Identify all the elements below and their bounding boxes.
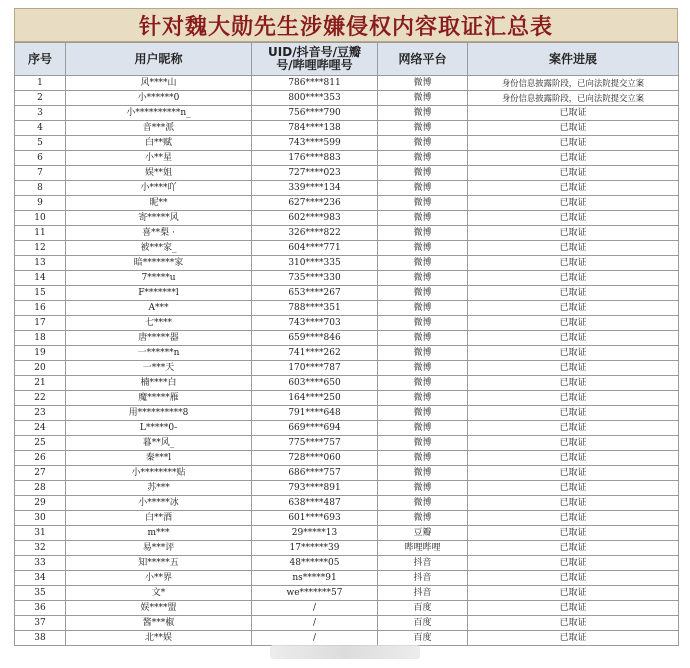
cell-nickname: 一******n [66,346,252,361]
cell-index: 19 [15,346,66,361]
cell-index: 23 [15,406,66,421]
cell-platform: 微博 [378,91,468,106]
cell-index: 35 [15,586,66,601]
cell-nickname: 秦***l [66,451,252,466]
cell-uid: / [252,616,378,631]
table-row [15,526,679,541]
cell-progress: 已取证 [468,361,679,376]
cell-uid: 756****790 [252,106,378,121]
cell-progress: 已取证 [468,436,679,451]
cell-progress: 已取证 [468,421,679,436]
table-row [15,211,679,226]
table-row [15,121,679,136]
cell-platform: 微博 [378,106,468,121]
table-row [15,166,679,181]
cell-progress: 已取证 [468,181,679,196]
cell-uid: 170****787 [252,361,378,376]
cell-uid: 743****703 [252,316,378,331]
table-row [15,571,679,586]
cell-progress: 已取证 [468,241,679,256]
cell-platform: 微博 [378,226,468,241]
cell-progress: 已取证 [468,631,679,646]
table-row [15,346,679,361]
cell-uid: 793****891 [252,481,378,496]
cell-index: 18 [15,331,66,346]
header-progress: 案件进展 [468,43,679,76]
cell-uid: 17******39 [252,541,378,556]
cell-progress: 已取证 [468,211,679,226]
cell-platform: 百度 [378,616,468,631]
cell-progress: 已取证 [468,391,679,406]
table-row [15,451,679,466]
table-row [15,196,679,211]
cell-uid: 638****487 [252,496,378,511]
cell-progress: 已取证 [468,601,679,616]
cell-uid: we*******57 [252,586,378,601]
table-row [15,481,679,496]
cell-platform: 微博 [378,121,468,136]
cell-nickname: 小********贴 [66,466,252,481]
cell-progress: 已取证 [468,586,679,601]
cell-platform: 哔哩哔哩 [378,541,468,556]
cell-nickname: 小**星 [66,151,252,166]
table-row [15,601,679,616]
cell-uid: / [252,631,378,646]
cell-index: 38 [15,631,66,646]
cell-nickname: 酱***椒 [66,616,252,631]
cell-uid: 601****693 [252,511,378,526]
cell-nickname: 文* [66,586,252,601]
cell-progress: 已取证 [468,511,679,526]
cell-platform: 微博 [378,481,468,496]
cell-nickname: 用**********8 [66,406,252,421]
cell-progress: 已取证 [468,256,679,271]
cell-index: 11 [15,226,66,241]
cell-nickname: 小******0 [66,91,252,106]
cell-index: 14 [15,271,66,286]
table-row [15,331,679,346]
cell-uid: 791****648 [252,406,378,421]
cell-index: 7 [15,166,66,181]
cell-platform: 抖音 [378,571,468,586]
cell-platform: 微博 [378,256,468,271]
header-platform: 网络平台 [378,43,468,76]
table-row [15,76,679,91]
table-row [15,136,679,151]
cell-index: 17 [15,316,66,331]
cell-uid: 48******05 [252,556,378,571]
cell-nickname: 喜**梨 · [66,226,252,241]
cell-uid: 784****138 [252,121,378,136]
cell-platform: 微博 [378,241,468,256]
cell-progress: 已取证 [468,106,679,121]
table-row [15,556,679,571]
cell-nickname: 苏*** [66,481,252,496]
cell-platform: 微博 [378,391,468,406]
header-uid-line1: UID/抖音号/豆瓣 [268,45,361,59]
cell-nickname: L*****0- [66,421,252,436]
table-row [15,151,679,166]
cell-platform: 微博 [378,331,468,346]
cell-platform: 微博 [378,286,468,301]
cell-uid: 603****650 [252,376,378,391]
table-row [15,421,679,436]
table-row [15,271,679,286]
cell-progress: 已取证 [468,496,679,511]
cell-uid: 686****757 [252,466,378,481]
cell-platform: 微博 [378,301,468,316]
cell-progress: 已取证 [468,451,679,466]
cell-uid: 788****351 [252,301,378,316]
cell-index: 6 [15,151,66,166]
cell-index: 12 [15,241,66,256]
sheet-title: 针对魏大勋先生涉嫌侵权内容取证汇总表 [14,8,678,42]
cell-uid: 735****330 [252,271,378,286]
cell-index: 5 [15,136,66,151]
cell-index: 16 [15,301,66,316]
cell-uid: 728****060 [252,451,378,466]
cell-index: 9 [15,196,66,211]
cell-index: 25 [15,436,66,451]
cell-nickname: 7*****u [66,271,252,286]
cell-nickname: 白**赋 [66,136,252,151]
cell-nickname: 一***天 [66,361,252,376]
cell-progress: 已取证 [468,286,679,301]
blurred-watermark [270,645,420,659]
cell-index: 13 [15,256,66,271]
cell-nickname: 昵** [66,196,252,211]
cell-progress: 已取证 [468,331,679,346]
table-row [15,241,679,256]
cell-progress: 已取证 [468,301,679,316]
cell-platform: 微博 [378,466,468,481]
table-row [15,316,679,331]
cell-uid: 727****023 [252,166,378,181]
cell-progress: 已取证 [468,166,679,181]
cell-uid: 800****353 [252,91,378,106]
table-row [15,496,679,511]
cell-uid: 339****134 [252,181,378,196]
table-row [15,106,679,121]
cell-uid: 164****250 [252,391,378,406]
cell-progress: 已取证 [468,271,679,286]
table-row [15,286,679,301]
cell-progress: 已取证 [468,376,679,391]
cell-index: 1 [15,76,66,91]
header-index: 序号 [15,43,66,76]
cell-nickname: 小**********n_ [66,106,252,121]
cell-uid: 176****883 [252,151,378,166]
cell-progress: 已取证 [468,466,679,481]
cell-nickname: 小****吖 [66,181,252,196]
cell-nickname: 风****山 [66,76,252,91]
cell-platform: 抖音 [378,586,468,601]
cell-progress: 已取证 [468,616,679,631]
header-nickname: 用户昵称 [66,43,252,76]
cell-nickname: F*******l [66,286,252,301]
cell-platform: 微博 [378,181,468,196]
cell-index: 3 [15,106,66,121]
cell-index: 10 [15,211,66,226]
cell-progress: 已取证 [468,226,679,241]
evidence-summary-sheet [14,8,678,646]
table-row [15,436,679,451]
cell-platform: 微博 [378,346,468,361]
table-header-row [15,43,679,76]
cell-progress: 已取证 [468,346,679,361]
table-row [15,616,679,631]
cell-progress: 身份信息披露阶段，已向法院提交立案 [468,91,679,106]
cell-platform: 百度 [378,601,468,616]
cell-platform: 微博 [378,451,468,466]
cell-uid: 604****771 [252,241,378,256]
cell-progress: 已取证 [468,151,679,166]
cell-platform: 微博 [378,271,468,286]
cell-nickname: 娱****盟 [66,601,252,616]
cell-index: 2 [15,91,66,106]
table-row [15,376,679,391]
cell-platform: 微博 [378,511,468,526]
cell-uid: 326****822 [252,226,378,241]
cell-uid: 653****267 [252,286,378,301]
cell-uid: 741****262 [252,346,378,361]
cell-progress: 已取证 [468,571,679,586]
cell-nickname: 被***家_ [66,241,252,256]
cell-platform: 微博 [378,361,468,376]
cell-uid: 627****236 [252,196,378,211]
cell-nickname: 易***评 [66,541,252,556]
cell-nickname: 魔*****雁 [66,391,252,406]
cell-index: 31 [15,526,66,541]
cell-index: 4 [15,121,66,136]
cell-uid: ns*****91 [252,571,378,586]
cell-index: 33 [15,556,66,571]
table-row [15,586,679,601]
table-row [15,181,679,196]
cell-nickname: 小*****冰 [66,496,252,511]
cell-uid: 310****335 [252,256,378,271]
cell-progress: 已取证 [468,526,679,541]
cell-progress: 已取证 [468,121,679,136]
table-row [15,406,679,421]
cell-progress: 已取证 [468,136,679,151]
cell-nickname: 七**** [66,316,252,331]
cell-platform: 豆瓣 [378,526,468,541]
table-row [15,226,679,241]
cell-platform: 微博 [378,76,468,91]
cell-index: 21 [15,376,66,391]
table-row [15,511,679,526]
cell-nickname: 唐*****器 [66,331,252,346]
cell-index: 22 [15,391,66,406]
cell-platform: 微博 [378,166,468,181]
cell-index: 34 [15,571,66,586]
table-row [15,391,679,406]
table-row [15,301,679,316]
cell-uid: 743****599 [252,136,378,151]
cell-progress: 已取证 [468,481,679,496]
cell-nickname: 知*****五 [66,556,252,571]
cell-index: 28 [15,481,66,496]
cell-index: 20 [15,361,66,376]
cell-platform: 微博 [378,496,468,511]
cell-progress: 已取证 [468,556,679,571]
cell-nickname: 楠****白 [66,376,252,391]
cell-index: 30 [15,511,66,526]
cell-platform: 微博 [378,196,468,211]
table-row [15,256,679,271]
cell-platform: 微博 [378,436,468,451]
cell-index: 26 [15,451,66,466]
cell-platform: 百度 [378,631,468,646]
cell-uid: 786****811 [252,76,378,91]
cell-platform: 微博 [378,421,468,436]
cell-uid: 775****757 [252,436,378,451]
table-row [15,541,679,556]
cell-uid: 602****983 [252,211,378,226]
cell-progress: 已取证 [468,406,679,421]
cell-index: 36 [15,601,66,616]
cell-platform: 微博 [378,136,468,151]
header-uid-line2: 号/哔哩哔哩号 [276,58,353,72]
cell-index: 8 [15,181,66,196]
cell-nickname: 暗*******家 [66,256,252,271]
cell-nickname: 音***派 [66,121,252,136]
cell-uid: 669****694 [252,421,378,436]
table-row [15,361,679,376]
cell-progress: 身份信息披露阶段，已向法院提交立案 [468,76,679,91]
cell-nickname: 寄*****风 [66,211,252,226]
cell-progress: 已取证 [468,196,679,211]
cell-uid: / [252,601,378,616]
cell-platform: 微博 [378,406,468,421]
cell-index: 15 [15,286,66,301]
cell-nickname: 小**界 [66,571,252,586]
cell-nickname: 娱**姐 [66,166,252,181]
cell-platform: 微博 [378,316,468,331]
header-uid [252,43,378,76]
table-row [15,631,679,646]
cell-platform: 抖音 [378,556,468,571]
table-row [15,466,679,481]
cell-uid: 29*****13 [252,526,378,541]
cell-nickname: 北**娱 [66,631,252,646]
cell-platform: 微博 [378,211,468,226]
cell-nickname: 暮**风_ [66,436,252,451]
evidence-table [14,42,679,646]
cell-progress: 已取证 [468,541,679,556]
cell-nickname: A*** [66,301,252,316]
cell-uid: 659****846 [252,331,378,346]
cell-index: 24 [15,421,66,436]
cell-platform: 微博 [378,151,468,166]
cell-index: 37 [15,616,66,631]
table-row [15,91,679,106]
cell-platform: 微博 [378,376,468,391]
cell-nickname: 白**酒 [66,511,252,526]
cell-nickname: m*** [66,526,252,541]
cell-progress: 已取证 [468,316,679,331]
cell-index: 29 [15,496,66,511]
cell-index: 27 [15,466,66,481]
cell-index: 32 [15,541,66,556]
